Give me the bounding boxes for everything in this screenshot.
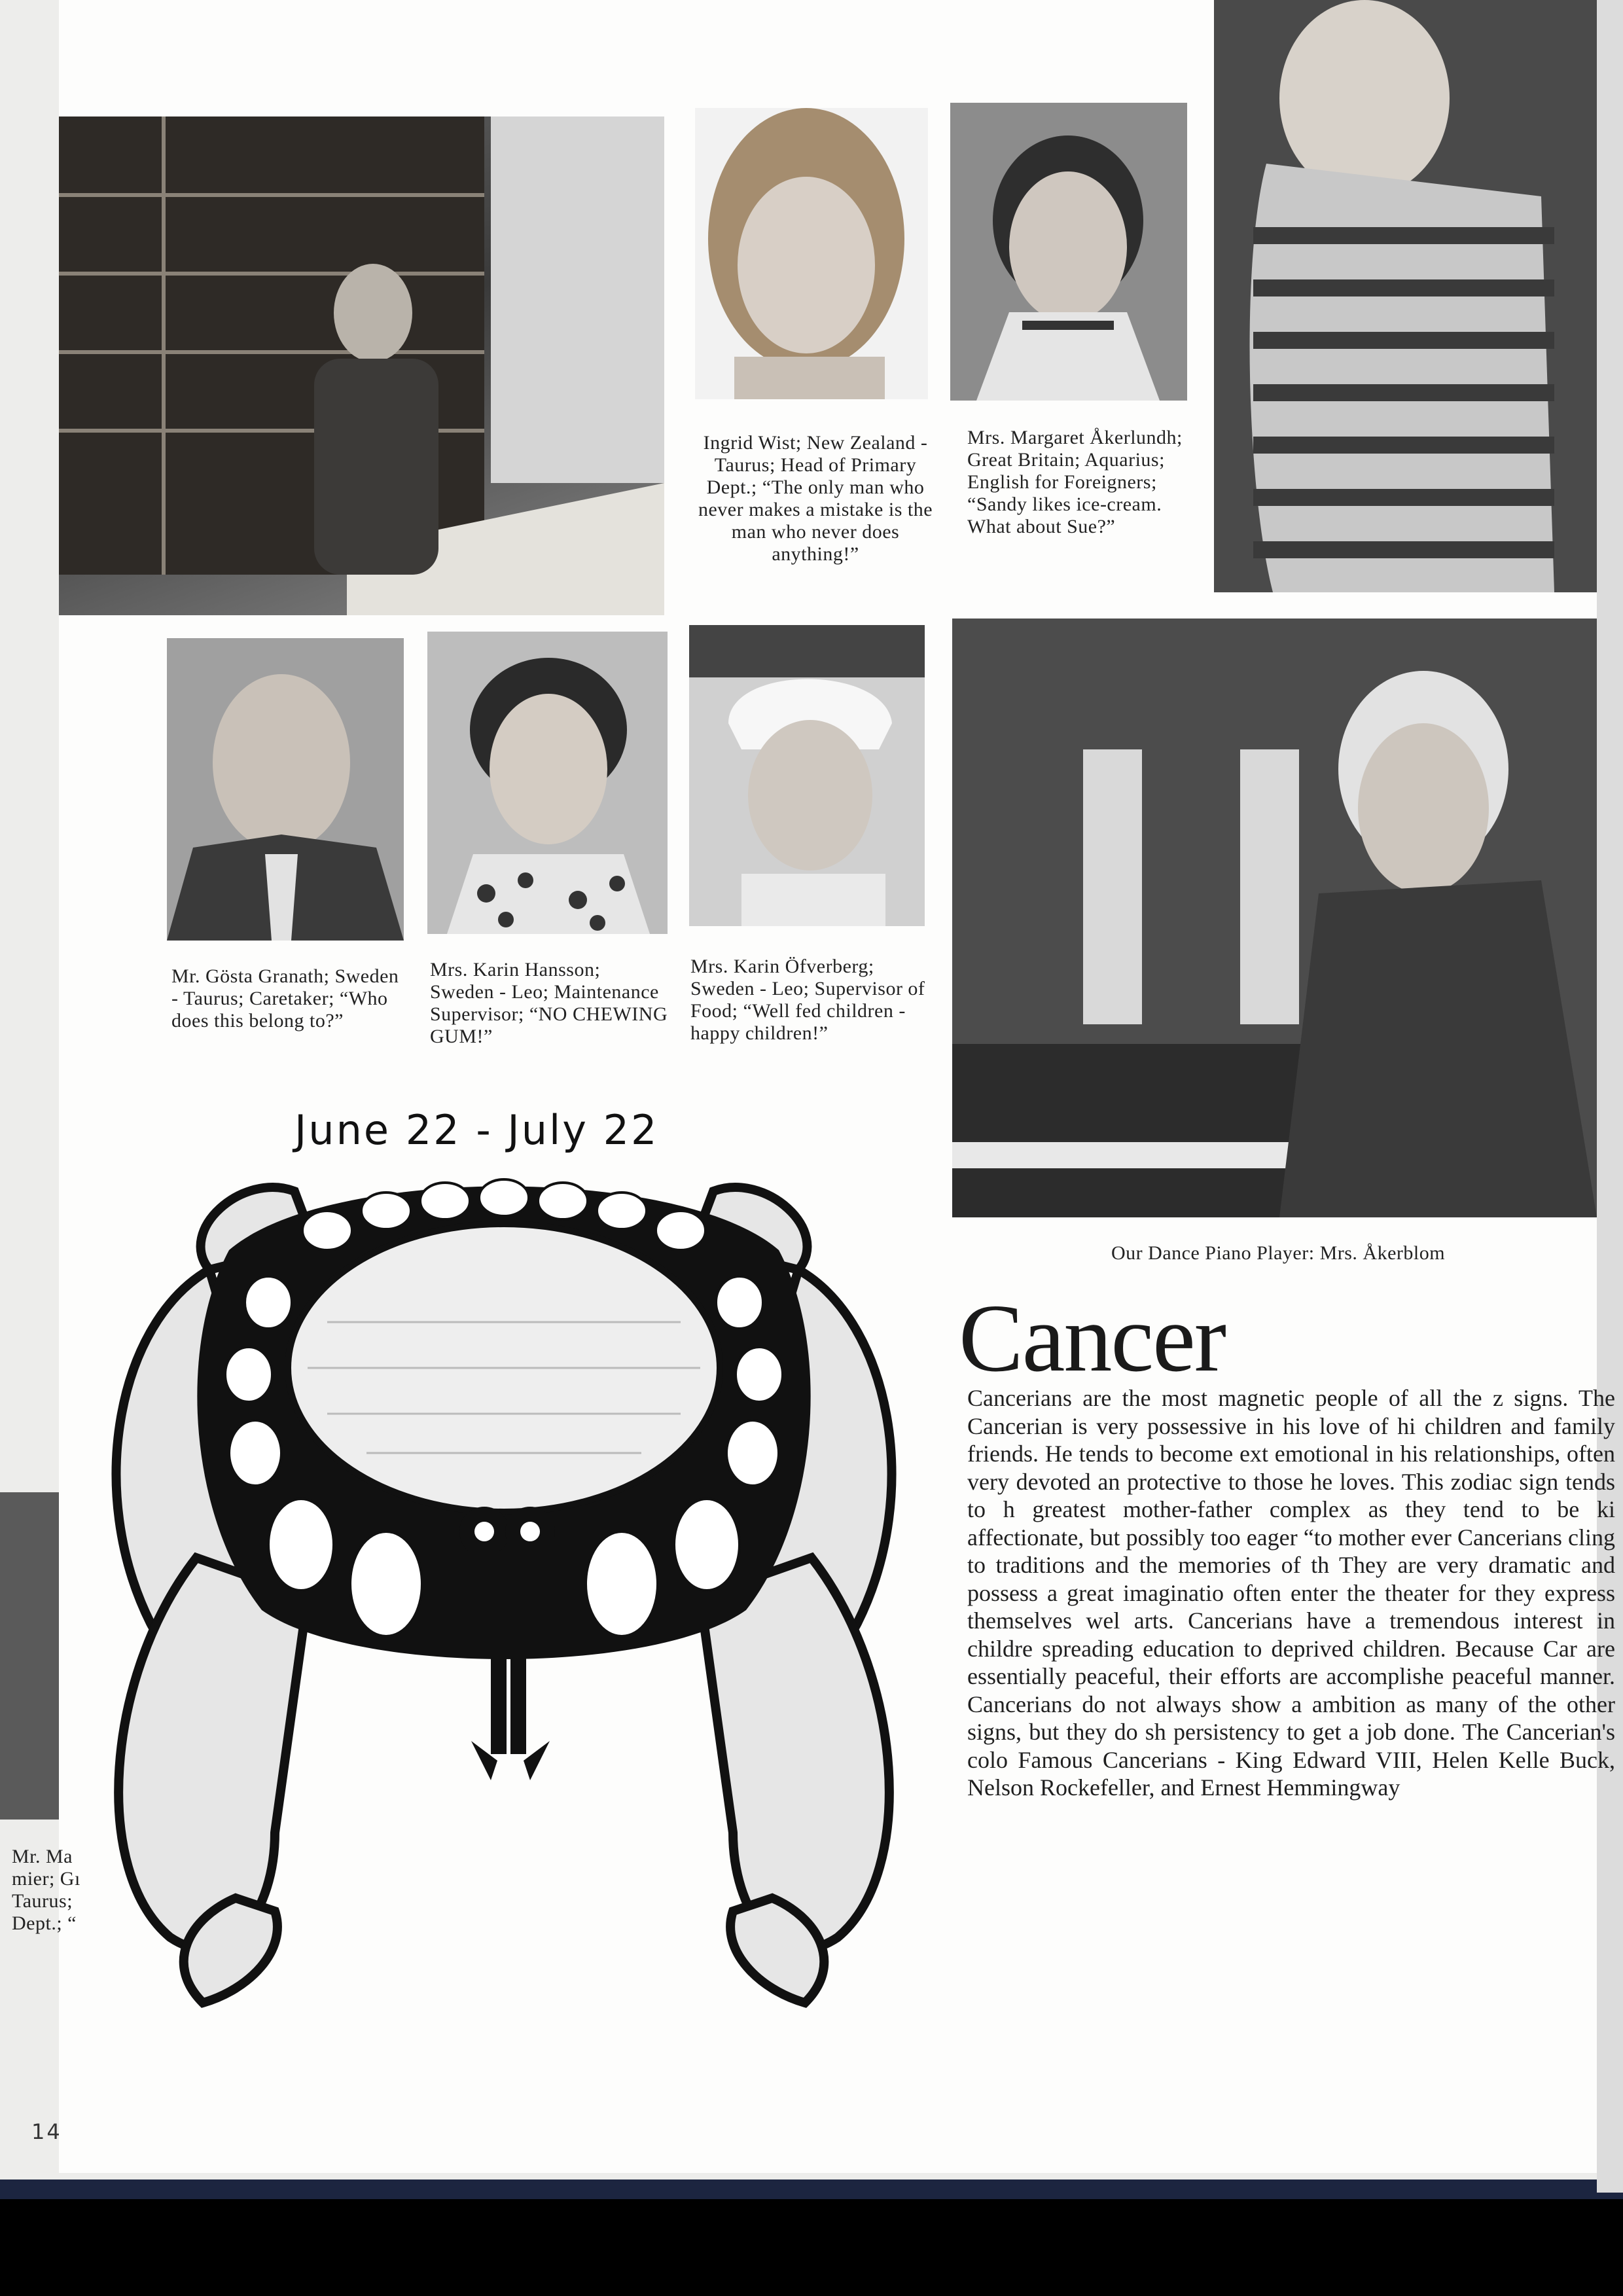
caption-ingrid-wist: Ingrid Wist; New Zealand - Taurus; Head of Primary Dept.; “The only man who never makes a mistake is the man who never does anything!” [698, 432, 933, 565]
caption-karin-ofverberg: Mrs. Karin Öfverberg; Sweden - Leo; Supervisor of Food; “Well fed children - happy children!” [690, 956, 925, 1044]
caption-margaret-akerlundh: Mrs. Margaret Åkerlundh; Great Britain; Aquarius; English for Foreigners; “Sandy likes ice-cream. What about Sue?” [967, 427, 1183, 537]
caption-piano-player: Our Dance Piano Player: Mrs. Åkerblom [1111, 1242, 1446, 1264]
article-body: Cancerians are the most magnetic people of all the z signs. The Cancerian is very possessive in his love of hi children and family friends. He tends to become ext emotional in his relationships, often very devoted an protective to those he loves. This zodiac sign tends to h greatest mother-father complex as they tend to be ki affectionate, but possibly too eager “to mother ever Cancerians cling to traditions and the memories of th They are very dramatic and possess a great imaginatio often enter the theater for they express themselves wel arts. Cancerians have a tremendous interest in childre spreading education to deprived children. Because Car are essentially peaceful, their efforts are accomplishe peaceful manner. Cancerians do not always show a ambition as many of the other signs, but they do sh persistency to get a job done. The Cancerian's colo Famous Cancerians - King Edward VIII, Helen Kelle Buck, Nelson Rockefeller, and Ernest Hemmingway [967, 1385, 1615, 1801]
photo-gosta-granath [167, 638, 404, 941]
photo-karin-ofverberg [689, 625, 925, 926]
photo-piano-player [952, 619, 1597, 1217]
caption-cut-off: Mr. Ma mier; Gı Taurus; Dept.; “ [12, 1846, 80, 1934]
scan-bottom-band [0, 2199, 1623, 2296]
photo-ingrid-wist [695, 108, 928, 399]
cancer-crab-drawing [79, 1152, 929, 2016]
page-number: 14 [31, 2119, 62, 2144]
photo-child-striped-sweater [1214, 0, 1597, 592]
caption-gosta-granath: Mr. Gösta Granath; Sweden - Taurus; Caretaker; “Who does this belong to?” [171, 965, 399, 1031]
photo-margaret-akerlundh [950, 103, 1187, 401]
caption-karin-hansson: Mrs. Karin Hansson; Sweden - Leo; Maintenance Supervisor; “NO CHEWING GUM!” [430, 959, 668, 1047]
photo-teacher-at-desk [59, 117, 664, 615]
article-heading: Cancer [959, 1285, 1226, 1392]
adjacent-page-photo-edge [0, 1492, 59, 1820]
photo-karin-hansson [427, 632, 668, 934]
zodiac-date-range: June 22 - July 22 [294, 1106, 659, 1154]
